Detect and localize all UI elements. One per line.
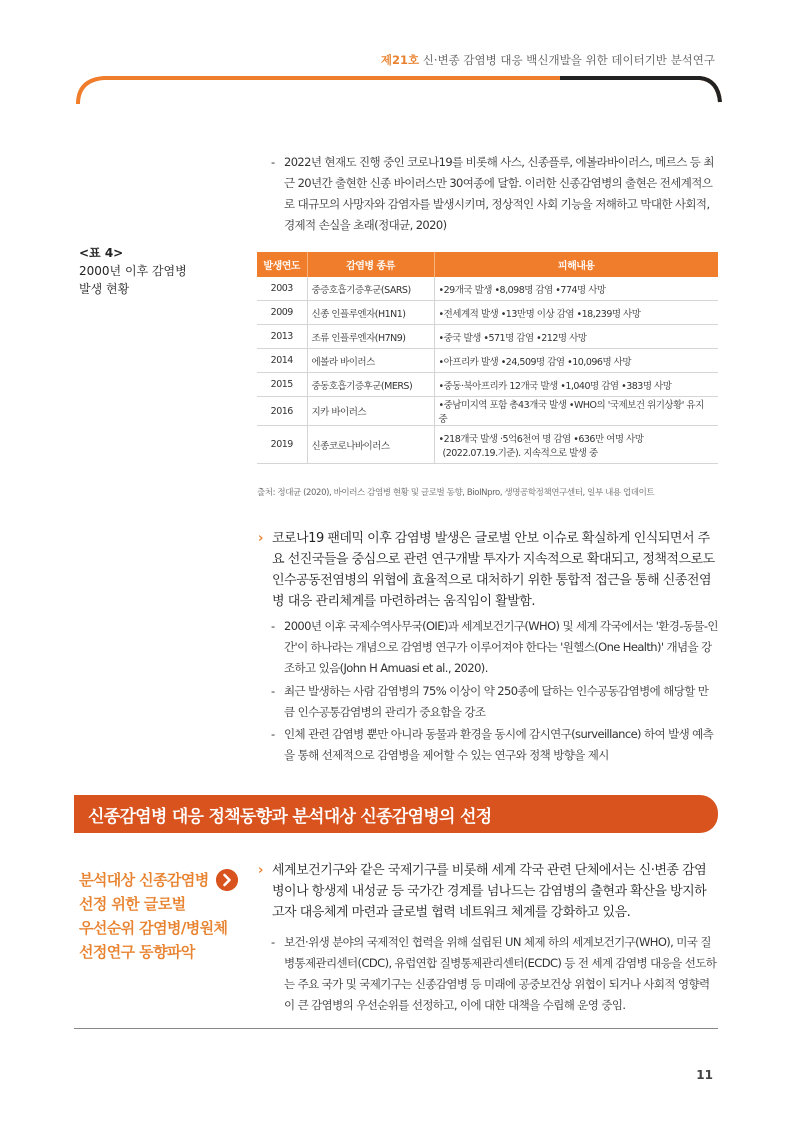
header-rule bbox=[0, 0, 793, 110]
col-header-year: 발생연도 bbox=[257, 252, 307, 277]
table-row: 2009 신종 인플루엔자(H1N1) •전세계적 발생 •13만명 이상 감염 •18,239명 사망 bbox=[257, 301, 718, 325]
col-header-disease: 감염병 종류 bbox=[307, 252, 434, 277]
intro-text: 2022년 현재도 진행 중인 코로나19를 비롯해 사스, 신종플루, 에볼라바이러스, 메르스 등 최근 20년간 출현한 신종 바이러스만 30여종에 달함. 이러한 신종감염병의 출현은 전세계적으로 대규모의 사망자와 감염자를 발생시키며, 정상적인 사회 기능을 저해하고 막대한 사회적, 경제적 손실을 초래(정대균, 2020) bbox=[284, 155, 714, 232]
chevron-right-icon bbox=[216, 869, 238, 891]
sub-item: - 보건·위생 분야의 국제적인 협력을 위해 설립된 UN 체제 하의 세계보건기구(WHO), 미국 질병통제관리센터(CDC), 유럽연합 질병통제관리센터(ECDC) 등 전 세계 감염병 대응을 선도하는 주요 국가 및 국제기구는 신종감염병 등 미래에 공중보건상 위협이 되거나 사회적 영향력이 큰 감염병의 우선순위를 선정하고, 이에 대한 대책을 수립해 운영 중임. bbox=[271, 935, 717, 1012]
sub-item: - 인체 관련 감염병 뿐만 아니라 동물과 환경을 동시에 감시연구(surveillance) 하여 발생 예측을 통해 선제적으로 감염병을 제어할 수 있는 연구와 정책 방향을 제시 bbox=[271, 727, 714, 762]
page-number: 11 bbox=[696, 1068, 713, 1082]
outbreak-table bbox=[257, 252, 718, 464]
issue-number: 제21호 bbox=[380, 53, 420, 67]
col-header-damage: 피해내용 bbox=[434, 252, 718, 277]
table-row: 2015 중동호흡기증후군(MERS) •중동·북아프리카 12개국 발생 •1,040명 감염 •383명 사망 bbox=[257, 373, 718, 397]
intro-paragraph: - 2022년 현재도 진행 중인 코로나19를 비롯해 사스, 신종플루, 에볼라바이러스, 메르스 등 최근 20년간 출현한 신종 바이러스만 30여종에 달함. 이러한 신종감염병의 출현은 전세계적으로 대규모의 사망자와 감염자를 발생시키며, 정상적인 사회 기능을 저해하고 막대한 사회적, 경제적 손실을 초래(정대균, 2020) bbox=[271, 152, 718, 236]
section-title: 신종감염병 대응 정책동향과 분석대상 신종감염병의 선정 bbox=[88, 807, 492, 827]
side-heading: 분석대상 신종감염병 선정 위한 글로벌 우선순위 감염병/병원체 선정연구 동향파악 bbox=[79, 871, 228, 961]
footer-rule bbox=[74, 1028, 718, 1029]
table-source: 출처: 정대균 (2020), 바이러스 감염병 현황 및 글로벌 동향, BioINpro, 생명공학정책연구센터, 일부 내용 업데이트 bbox=[257, 488, 655, 498]
table-row: 2014 에볼라 바이러스 •아프리카 발생 •24,509명 감염 •10,096명 사망 bbox=[257, 349, 718, 373]
table-label: <표 4> bbox=[79, 246, 124, 260]
bullet-arrow-icon: › bbox=[258, 531, 263, 546]
table-caption: <표 4> 2000년 이후 감염병 발생 현황 bbox=[79, 246, 187, 296]
sub-item: - 2000년 이후 국제수역사무국(OIE)과 세계보건기구(WHO) 및 세계 각국에서는 '환경-동물-인간'이 하나라는 개념으로 감염병 연구가 이루어져야 한다는 '원헬스(One Health)' 개념을 강조하고 있음(John H Amuasi et al., 2020). bbox=[271, 619, 718, 675]
bullet-text: 코로나19 팬데믹 이후 감염병 발생은 글로벌 안보 이슈로 확실하게 인식되면서 주요 선진국들을 중심으로 관련 연구개발 투자가 지속적으로 확대되고, 정책적으로도 인수공동전염병의 위협에 효율적으로 대처하기 위한 통합적 접근을 통해 신종전염병 대응 관리체계를 마련하려는 움직임이 활발함. bbox=[272, 531, 715, 609]
bullet-arrow-icon: › bbox=[258, 863, 263, 878]
table-row: 2016 지카 바이러스 •중남미지역 포함 총43개국 발생 •WHO의 '국제보건 위기상황' 유지 중 bbox=[257, 397, 718, 426]
table-row: 2003 중증호흡기증후군(SARS) •29개국 발생 •8,098명 감염 •774명 사망 bbox=[257, 277, 718, 301]
section-heading-bar bbox=[74, 795, 718, 833]
table-row: 2013 조류 인플루엔자(H7N9) •중국 발생 •571명 감염 •212명 사망 bbox=[257, 325, 718, 349]
bullet-text: 세계보건기구와 같은 국제기구를 비롯해 세계 각국 관련 단체에서는 신·변종 감염병이나 항생제 내성균 등 국가간 경계를 넘나드는 감염병의 출현과 확산을 방지하고자 대응체계 마련과 글로벌 협력 네트워크 체계를 강화하고 있음. bbox=[272, 863, 707, 920]
bullet-paragraph bbox=[258, 528, 718, 612]
sub-item: - 최근 발생하는 사람 감염병의 75% 이상이 약 250종에 달하는 인수공동감염병에 해당할 만큼 인수공통감염병의 관리가 중요함을 강조 bbox=[271, 684, 709, 719]
report-title: 신·변종 감염병 대응 백신개발을 위한 데이터기반 분석연구 bbox=[422, 53, 715, 67]
table-row: 2019 신종코로나바이러스 •218개국 발생 ·5억6천여 명 감염 •636만 여명 사망 (2022.07.19.기준). 지속적으로 발생 중 bbox=[257, 426, 718, 464]
bullet-paragraph bbox=[258, 860, 718, 923]
table-header-row bbox=[257, 252, 718, 277]
